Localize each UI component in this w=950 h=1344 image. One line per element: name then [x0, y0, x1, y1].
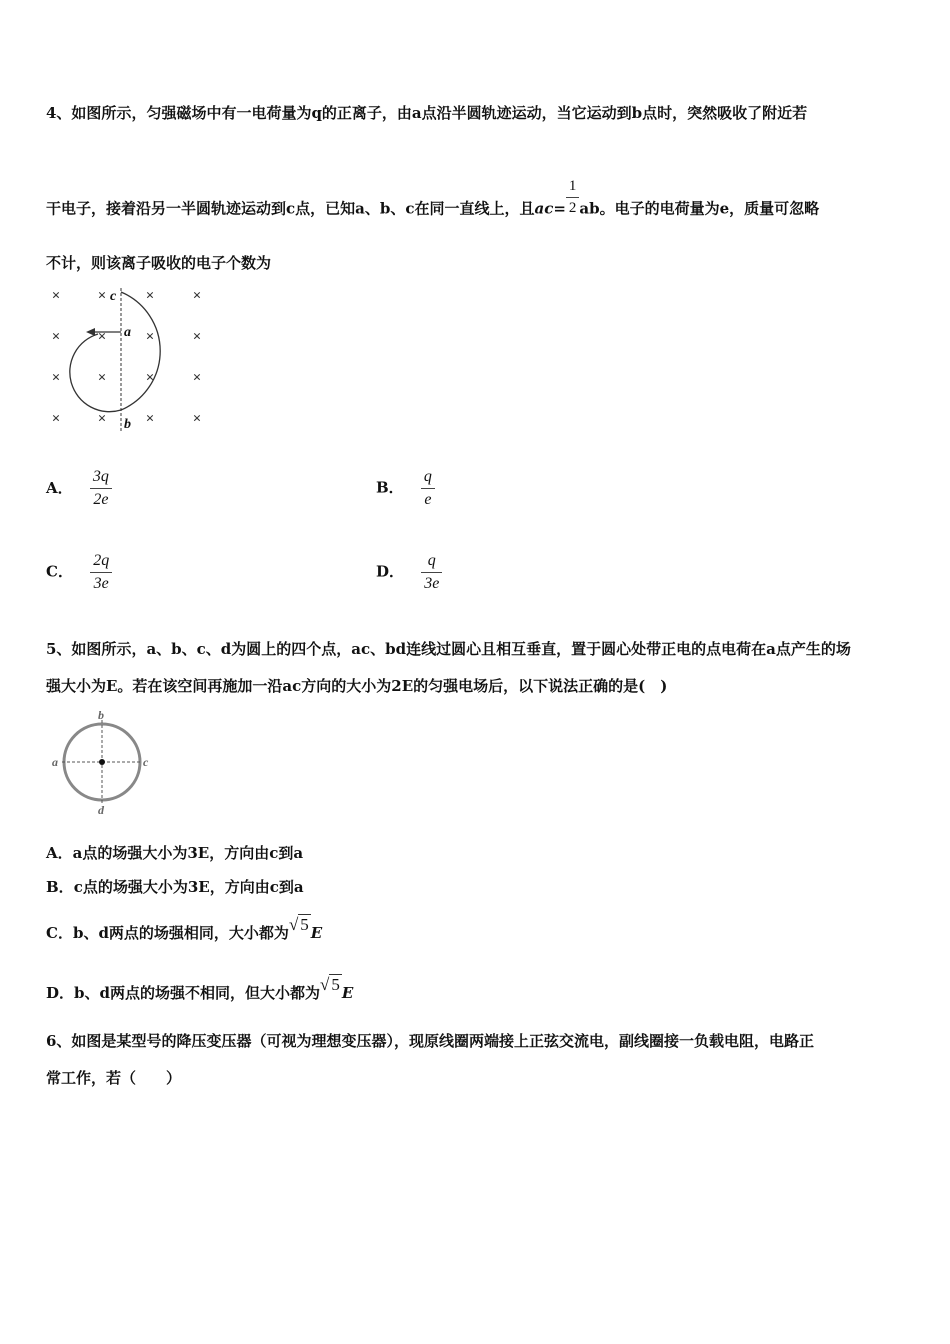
q5-option-a[interactable] [46, 842, 303, 863]
q5-line-1: 5、如图所示，a、b、c、d为圆上的四个点，ac、bd连线过圆心且相互垂直，置于圆心处带正电的点电荷在a点产生的场 [46, 640, 851, 658]
q4-option-c-label: C． [46, 562, 73, 581]
q4-option-b[interactable] [376, 468, 435, 509]
field-cross: × [145, 370, 155, 386]
q5-option-d-sqrt: √ 5 [320, 975, 340, 994]
q4-option-d-label: D． [376, 562, 405, 581]
q5-option-c-radicand: 5 [300, 915, 309, 934]
q5-option-c-suffix: E [310, 924, 323, 942]
field-cross: × [97, 411, 107, 427]
q5-option-d-label: D． [46, 984, 75, 1002]
q4-line-2 [46, 178, 820, 229]
field-cross: × [97, 329, 107, 345]
field-cross: × [145, 288, 155, 304]
q5-center-charge [99, 759, 105, 765]
q5-label-b: b [98, 708, 104, 722]
q4-arrow-head [86, 328, 95, 336]
q4-option-c[interactable] [46, 552, 112, 593]
q4-option-d[interactable] [376, 552, 442, 593]
q6-line-1: 6、如图是某型号的降压变压器（可视为理想变压器），现原线圈两端接上正弦交流电，副线圈接一负载电阻，电路正 [46, 1032, 814, 1050]
q5-option-d-text: b、d两点的场强不相同，但大小都为 [74, 984, 320, 1002]
field-cross: × [51, 329, 61, 345]
q5-option-d-radicand: 5 [331, 975, 340, 994]
q5-option-c-sqrt: √ 5 [288, 915, 309, 934]
field-cross: × [51, 411, 61, 427]
q4-line-1: 4、如图所示，匀强磁场中有一电荷量为q的正离子，由a点沿半圆轨迹运动，当它运动到b点时，突然吸收了附近若 [46, 104, 808, 122]
q4-option-d-fraction [421, 552, 442, 593]
q5-circle-figure [50, 708, 154, 816]
q4-option-c-den: 3e [93, 575, 109, 592]
q4-line-2-before: 干电子，接着沿另一半圆轨迹运动到c点，已知a、b、c在同一直线上，且 [46, 199, 535, 218]
q4-frac-den: 2 [568, 200, 577, 216]
field-cross: × [192, 329, 202, 345]
q5-label-a: a [52, 755, 58, 769]
q4-option-b-num: q [421, 468, 435, 489]
q6-line-2: 常工作，若（ ） [46, 1069, 182, 1087]
field-cross: × [51, 370, 61, 386]
q4-option-d-num: q [421, 552, 442, 573]
field-cross: × [192, 411, 202, 427]
q4-option-c-fraction [90, 552, 112, 593]
q4-line-3: 不计，则该离子吸收的电子个数为 [46, 254, 272, 272]
q4-option-a[interactable] [46, 468, 112, 509]
q4-label-b: b [124, 417, 131, 432]
q4-option-c-num: 2q [90, 552, 112, 573]
q5-option-c-text: b、d两点的场强相同，大小都为 [72, 924, 289, 942]
field-cross: × [145, 329, 155, 345]
q4-option-b-label: B． [376, 478, 404, 497]
q5-option-d-suffix: E [341, 984, 354, 1002]
field-cross: × [97, 288, 107, 304]
q5-option-c-label: C． [46, 924, 73, 942]
q4-label-c: c [110, 289, 117, 304]
q5-label-c: c [143, 755, 149, 769]
q4-option-a-fraction [90, 468, 112, 509]
q5-option-a-text: a点的场强大小为3E，方向由c到a [72, 844, 304, 862]
q5-line-2: 强大小为E。若在该空间再施加一沿ac方向的大小为2E的匀强电场后，以下说法正确的是( ) [46, 677, 668, 695]
q4-option-b-fraction [421, 468, 435, 509]
q5-option-a-label: A． [46, 844, 73, 862]
q4-fraction-half [566, 178, 580, 217]
q5-option-c[interactable] [46, 915, 323, 943]
q5-option-d[interactable] [46, 975, 354, 1003]
q4-option-a-num: 3q [90, 468, 112, 489]
q4-small-arc [70, 334, 121, 412]
q4-option-b-den: e [424, 491, 432, 508]
q5-option-b-text: c点的场强大小为3E，方向由c到a [73, 878, 304, 896]
q4-line-2-after: ab。电子的电荷量为e，质量可忽略 [579, 199, 820, 218]
field-cross: × [145, 411, 155, 427]
q4-magnetic-field-figure [40, 282, 220, 438]
q4-label-a: a [124, 325, 131, 340]
field-cross: × [51, 288, 61, 304]
q4-option-a-den: 2e [93, 491, 109, 508]
q4-ac-equals: ac= [534, 199, 566, 218]
field-cross: × [192, 288, 202, 304]
q5-label-d: d [98, 803, 104, 816]
q4-option-a-label: A． [46, 478, 73, 497]
q5-option-b[interactable] [46, 876, 304, 897]
q4-frac-num: 1 [566, 178, 580, 198]
q4-option-d-den: 3e [424, 575, 440, 592]
field-cross: × [192, 370, 202, 386]
q5-option-b-label: B． [46, 878, 74, 896]
q4-large-arc [121, 292, 160, 410]
field-cross: × [97, 370, 107, 386]
